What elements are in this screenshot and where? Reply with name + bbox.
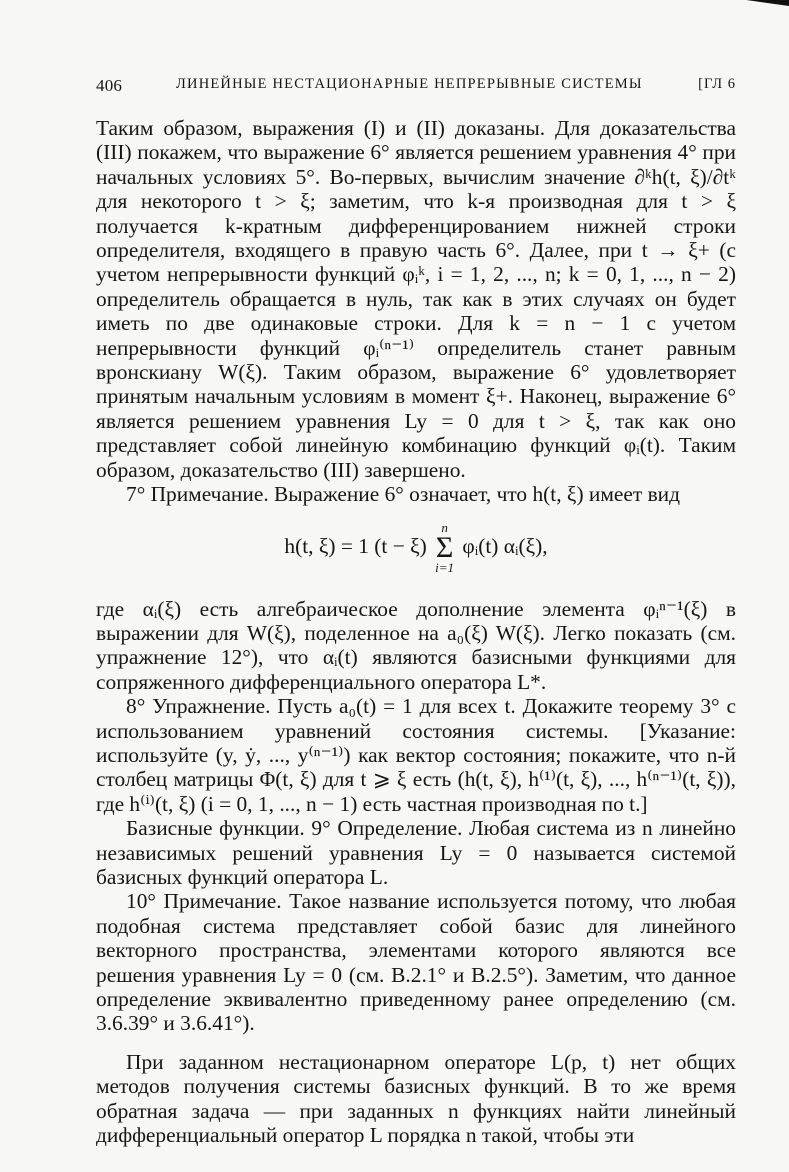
paragraph-proof: Таким образом, выражения (I) и (II) доказаны. Для доказательства (III) покажем, что выражение 6° является решением уравнения 4° при начальных условиях 5°. Во-первых, вычислим значение ∂ᵏh(t, ξ)/∂tᵏ для некоторого t > ξ; заметим, что k-я производная для t > ξ получается k-кратным дифференцированием нижней строки определителя, входящего в правую часть 6°. Далее, при t → ξ+ (с учетом непрерывности функций φᵢᵏ, i = 1, 2, ..., n; k = 0, 1, ..., n − 2) определитель обращается в нуль, так как в этих случаях он будет иметь по две одинаковые строки. Для k = n − 1 с учетом непрерывности функций φᵢ⁽ⁿ⁻¹⁾ определитель станет равным вронскиану W(ξ). Таким образом, выражение 6° удовлетворяет принятым начальным условиям в момент ξ+. Наконец, выражение 6° является решением уравнения Ly = 0 для t > ξ, так как оно представляет собой линейную комбинацию функций φᵢ(t). Таким образом, доказательство (III) завершено. [96,116,736,482]
sigma-symbol: Σ [435,530,454,564]
paragraph-remark-7: 7° Примечание. Выражение 6° означает, что h(t, ξ) имеет вид [126,482,681,507]
summation-sign [435,521,454,575]
formula-h [96,521,736,575]
chapter-label: [ГЛ 6 [698,76,736,92]
running-title: ЛИНЕЙНЫЕ НЕСТАЦИОНАРНЫЕ НЕПРЕРЫВНЫЕ СИСТЕМЫ [176,76,643,92]
sum-upper-limit: n [441,519,448,535]
paragraph-remark-10: 10° Примечание. Такое название используется потому, что любая подобная система представляет собой базис для линейного векторного пространства, элементами которого являются все решения уравнения Ly = 0 (см. B.2.1° и B.2.5°). Заметим, что данное определение эквивалентно приведенному ранее определению (см. 3.6.39° и 3.6.41°). [96,889,736,1036]
paragraph-definition-9: Базисные функции. 9° Определение. Любая система из n линейно независимых решений уравнения Ly = 0 называется системой базисных функций оператора L. [96,816,736,889]
sum-lower-limit: i=1 [435,559,455,575]
paragraph-inverse-problem: При заданном нестационарном операторе L(p, t) нет общих методов получения системы базисных функций. В то же время обратная задача — при заданных n функциях найти линейный дифференциальный оператор L порядка n такой, чтобы эти [96,1049,736,1148]
page-corner-mark [729,0,789,6]
paragraph-where-alpha: где αᵢ(ξ) есть алгебраическое дополнение элемента φᵢⁿ⁻¹(ξ) в выражении для W(ξ), поделенное на a₀(ξ) W(ξ). Легко показать (см. упражнение 12°), что αᵢ(t) являются базисными функциями для сопряженного дифференциального оператора L*. [96,596,736,694]
formula-rhs: φᵢ(t) αᵢ(ξ), [462,533,548,558]
page-body [96,116,736,1147]
paragraph-exercise-8: 8° Упражнение. Пусть a₀(t) = 1 для всех t. Докажите теорему 3° с использованием уравнений состояния системы. [Указание: используйте (y, ẏ, ..., y⁽ⁿ⁻¹⁾) как вектор состояния; покажите, что n-й столбец матрицы Φ(t, ξ) для t ⩾ ξ есть (h(t, ξ), h⁽¹⁾(t, ξ), ..., h⁽ⁿ⁻¹⁾(t, ξ)), где h⁽ⁱ⁾(t, ξ) (i = 0, 1, ..., n − 1) есть частная производная по t.] [96,694,736,816]
formula-lhs: h(t, ξ) = 1 (t − ξ) [284,533,427,558]
page-number: 406 [96,76,123,95]
